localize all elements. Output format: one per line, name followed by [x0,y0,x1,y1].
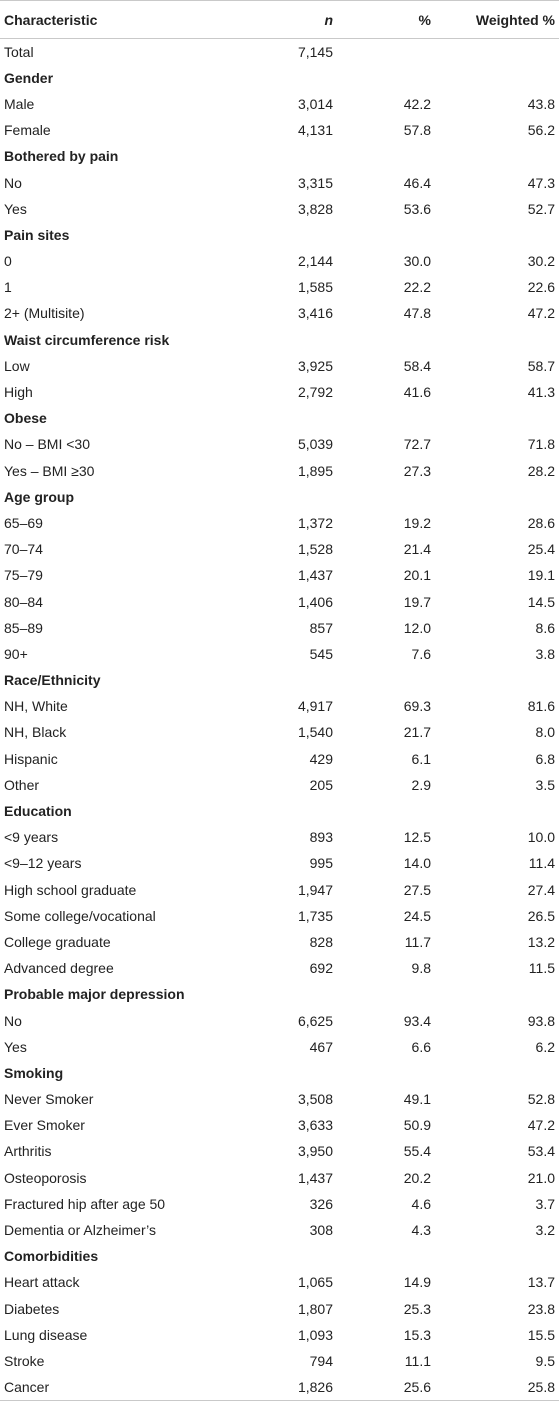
row-label: Advanced degree [4,960,114,977]
row-label: Arthritis [4,1143,52,1160]
cell-n: 4,131 [297,122,333,139]
row-label: <9–12 years [4,855,82,872]
row-label: Never Smoker [4,1091,94,1108]
section-header-row [0,667,559,693]
cell-n: 7,145 [297,43,333,60]
row-label: No [4,1012,22,1029]
table-row [0,274,559,300]
cell-weighted-percent: 41.3 [527,384,555,401]
cell-weighted-percent: 19.1 [527,567,555,584]
row-label: Some college/vocational [4,907,156,924]
cell-weighted-percent: 30.2 [527,253,555,270]
cell-n: 1,585 [297,279,333,296]
cell-percent: 12.5 [403,829,431,846]
row-label: College graduate [4,933,111,950]
cell-n: 1,065 [297,1274,333,1291]
row-label: Ever Smoker [4,1117,85,1134]
table-row [0,169,559,195]
cell-weighted-percent: 6.8 [535,750,555,767]
cell-percent: 42.2 [403,95,431,112]
row-label: 75–79 [4,567,43,584]
cell-weighted-percent: 3.2 [535,1222,555,1239]
cell-n: 794 [309,1352,333,1369]
cell-weighted-percent: 22.6 [527,279,555,296]
cell-weighted-percent: 13.2 [527,933,555,950]
cell-percent: 58.4 [403,357,431,374]
header-characteristic: Characteristic [0,1,243,39]
table-row [0,300,559,326]
cell-percent: 25.3 [403,1300,431,1317]
section-title: Probable major depression [4,986,185,1003]
section-title: Pain sites [4,226,70,243]
section-header-row [0,405,559,431]
cell-n: 205 [309,776,333,793]
section-title: Waist circumference risk [4,331,170,348]
table-row [0,588,559,614]
cell-percent: 69.3 [403,698,431,715]
row-label: Yes – BMI ≥30 [4,462,95,479]
table-row [0,196,559,222]
cell-weighted-percent: 52.7 [527,200,555,217]
section-title: Gender [4,69,54,86]
row-label: High school graduate [4,881,137,898]
section-title: Age group [4,488,74,505]
cell-weighted-percent: 3.5 [535,776,555,793]
cell-percent: 6.6 [411,1038,431,1055]
table-row [0,1296,559,1322]
cell-percent: 27.3 [403,462,431,479]
cell-n: 2,144 [297,253,333,270]
row-label: Yes [4,1038,27,1055]
cell-n: 1,807 [297,1300,333,1317]
cell-percent: 21.4 [403,541,431,558]
cell-percent [353,39,439,65]
table-row [0,39,559,65]
cell-n: 467 [309,1038,333,1055]
cell-percent: 72.7 [403,436,431,453]
cell-n: 3,315 [297,174,333,191]
cell-percent: 2.9 [411,776,431,793]
header-n: n [243,1,353,39]
row-label: 85–89 [4,619,43,636]
section-header-row [0,798,559,824]
cell-weighted-percent: 56.2 [527,122,555,139]
row-label: Dementia or Alzheimer’s [4,1222,156,1239]
cell-weighted-percent: 58.7 [527,357,555,374]
table-row [0,1191,559,1217]
cell-weighted-percent: 28.6 [527,514,555,531]
cell-weighted-percent: 9.5 [535,1352,555,1369]
row-label: Stroke [4,1352,45,1369]
cell-weighted-percent: 11.4 [528,855,555,872]
cell-weighted-percent: 6.2 [535,1038,555,1055]
table-row [0,1034,559,1060]
cell-percent: 50.9 [403,1117,431,1134]
table-row [0,903,559,929]
row-label: NH, White [4,698,68,715]
section-header-row [0,222,559,248]
table-row [0,824,559,850]
header-weighted-percent: Weighted % [439,1,559,39]
cell-n: 5,039 [297,436,333,453]
cell-n: 893 [309,829,333,846]
table-row [0,772,559,798]
section-header-row [0,1060,559,1086]
cell-percent: 7.6 [411,645,431,662]
row-label: Diabetes [4,1300,60,1317]
cell-weighted-percent: 25.8 [439,1374,559,1400]
row-label: Yes [4,200,27,217]
cell-n: 3,014 [297,95,333,112]
cell-percent: 53.6 [403,200,431,217]
section-title: Comorbidities [4,1248,99,1265]
table-row [0,458,559,484]
cell-percent: 9.8 [411,960,431,977]
cell-percent: 93.4 [403,1012,431,1029]
cell-weighted-percent: 8.0 [535,724,555,741]
table-row [0,1165,559,1191]
section-header-row [0,1243,559,1269]
cell-percent: 24.5 [403,907,431,924]
table-row [0,1112,559,1138]
section-header-row [0,981,559,1007]
cell-percent: 6.1 [411,750,431,767]
table-row [0,91,559,117]
table-row [0,1269,559,1295]
cell-weighted-percent: 15.5 [527,1326,555,1343]
table-header [0,1,559,39]
cell-weighted-percent: 47.3 [527,174,555,191]
cell-percent: 30.0 [403,253,431,270]
cell-percent: 55.4 [403,1143,431,1160]
table-row [0,1217,559,1243]
table-row [0,746,559,772]
table-row [0,117,559,143]
cell-n: 1,093 [297,1326,333,1343]
cell-percent: 47.8 [403,305,431,322]
row-label: 90+ [4,645,28,662]
row-label: Lung disease [4,1326,88,1343]
cell-weighted-percent: 3.7 [535,1195,555,1212]
cell-weighted-percent [439,39,559,65]
cell-n: 1,947 [297,881,333,898]
cell-n: 1,826 [243,1374,353,1400]
row-label: 1 [4,279,12,296]
cell-percent: 22.2 [403,279,431,296]
cell-weighted-percent: 10.0 [527,829,555,846]
row-label: Other [4,776,40,793]
cell-percent: 21.7 [403,724,431,741]
row-label: NH, Black [4,724,67,741]
cell-n: 308 [309,1222,333,1239]
cell-weighted-percent: 14.5 [527,593,555,610]
section-header-row [0,484,559,510]
cell-weighted-percent: 71.8 [527,436,555,453]
cell-n: 995 [309,855,333,872]
row-label: Fractured hip after age 50 [4,1195,166,1212]
header-row [0,1,559,39]
cell-percent: 4.3 [411,1222,431,1239]
table-row [0,641,559,667]
cell-percent: 27.5 [403,881,431,898]
cell-weighted-percent: 53.4 [527,1143,555,1160]
cell-weighted-percent: 47.2 [527,305,555,322]
row-label: 2+ (Multisite) [4,305,85,322]
cell-percent: 4.6 [411,1195,431,1212]
cell-weighted-percent: 28.2 [527,462,555,479]
cell-weighted-percent: 43.8 [527,95,555,112]
table-row [0,562,559,588]
cell-weighted-percent: 47.2 [527,1117,555,1134]
row-label: 70–74 [4,541,43,558]
cell-n: 1,540 [297,724,333,741]
cell-n: 1,735 [297,907,333,924]
cell-weighted-percent: 81.6 [527,698,555,715]
section-title: Smoking [4,1064,64,1081]
row-label: No [4,174,22,191]
section-header-row [0,65,559,91]
cell-percent: 11.1 [404,1352,431,1369]
cell-n: 3,828 [297,200,333,217]
table-row [0,431,559,457]
cell-percent: 41.6 [403,384,431,401]
table-row [0,955,559,981]
cell-n: 1,372 [297,514,333,531]
row-label: 65–69 [4,514,43,531]
cell-weighted-percent: 8.6 [535,619,555,636]
cell-weighted-percent: 3.8 [535,645,555,662]
table-row [0,536,559,562]
cell-n: 545 [309,645,333,662]
cell-percent: 25.6 [353,1374,439,1400]
cell-n: 4,917 [297,698,333,715]
cell-n: 326 [309,1195,333,1212]
table-row [0,1138,559,1164]
table-row [0,929,559,955]
row-label: Cancer [0,1374,243,1400]
section-title: Obese [4,410,47,427]
table-row [0,693,559,719]
cell-n: 1,528 [297,541,333,558]
cell-n: 3,925 [297,357,333,374]
cell-n: 828 [309,933,333,950]
table-row [0,877,559,903]
cell-weighted-percent: 21.0 [527,1169,555,1186]
cell-weighted-percent: 25.4 [527,541,555,558]
cell-percent: 15.3 [403,1326,431,1343]
cell-weighted-percent: 23.8 [527,1300,555,1317]
cell-percent: 49.1 [403,1091,431,1108]
row-label: Hispanic [4,750,58,767]
row-label: 80–84 [4,593,43,610]
table-row [0,510,559,536]
cell-weighted-percent: 27.4 [527,881,555,898]
table-row [0,248,559,274]
table-row [0,1007,559,1033]
cell-percent: 14.0 [403,855,431,872]
cell-weighted-percent: 52.8 [527,1091,555,1108]
cell-n: 857 [309,619,333,636]
row-label: Female [4,122,51,139]
section-title: Bothered by pain [4,148,119,165]
cell-n: 1,437 [297,567,333,584]
cell-n: 3,416 [297,305,333,322]
cell-percent: 19.7 [403,593,431,610]
section-title: Education [4,803,72,820]
row-label: <9 years [4,829,59,846]
cell-percent: 20.1 [403,567,431,584]
cell-n: 2,792 [297,384,333,401]
row-label: 0 [4,253,12,270]
table-row [0,379,559,405]
header-percent: % [353,1,439,39]
row-label: Osteoporosis [4,1169,87,1186]
cell-percent: 14.9 [403,1274,431,1291]
section-header-row [0,327,559,353]
cell-n: 429 [309,750,333,767]
cell-n: 3,950 [297,1143,333,1160]
cell-percent: 19.2 [403,514,431,531]
row-label: Low [4,357,30,374]
section-header-row [0,143,559,169]
cell-percent: 57.8 [403,122,431,139]
row-label: No – BMI <30 [4,436,90,453]
cell-percent: 46.4 [403,174,431,191]
table-row [0,1374,559,1400]
row-label: Total [4,43,34,60]
cell-n: 3,633 [297,1117,333,1134]
table-row [0,850,559,876]
table-row [0,719,559,745]
section-title: Race/Ethnicity [4,672,101,689]
cell-n: 1,406 [297,593,333,610]
cell-n: 692 [309,960,333,977]
cell-weighted-percent: 11.5 [528,960,555,977]
cell-percent: 12.0 [403,619,431,636]
table-row [0,1348,559,1374]
table-body [0,39,559,1401]
row-label: High [4,384,33,401]
cell-percent: 11.7 [404,933,431,950]
row-label: Heart attack [4,1274,80,1291]
cell-n: 1,437 [297,1169,333,1186]
cell-weighted-percent: 93.8 [527,1012,555,1029]
table-row [0,615,559,641]
row-label: Male [4,95,35,112]
cell-n: 6,625 [297,1012,333,1029]
cell-percent: 20.2 [403,1169,431,1186]
table-row [0,353,559,379]
table-row [0,1086,559,1112]
table-row [0,1322,559,1348]
cell-weighted-percent: 26.5 [527,907,555,924]
cell-weighted-percent: 13.7 [527,1274,555,1291]
cell-n: 3,508 [297,1091,333,1108]
cell-n: 1,895 [297,462,333,479]
